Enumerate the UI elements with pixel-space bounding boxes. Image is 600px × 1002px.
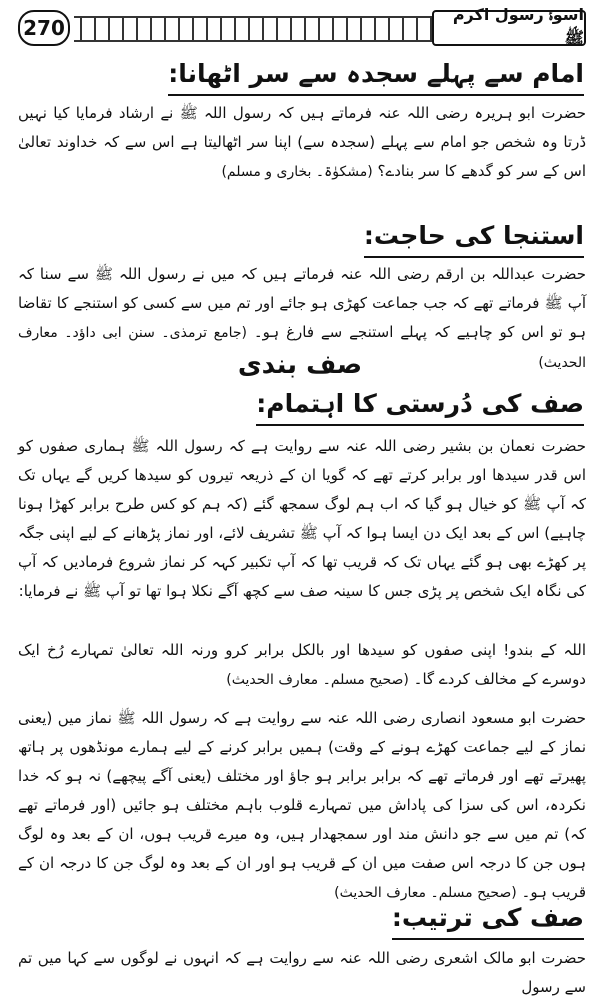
section-heading-row-order: صف کی ترتیب: [392, 900, 584, 940]
section-paragraph-hadith-quote [18, 636, 586, 695]
page-number: 270 [18, 10, 70, 46]
reference: (صحیح مسلم۔ معارف الحدیث) [226, 672, 409, 688]
paragraph-text: حضرت عبداللہ بن ارقم رضی اللہ عنہ فرماتے ہیں کہ میں نے رسول اللہ ﷺ سے سنا کہ آپ ﷺ فرماتے تھے کہ جب جماعت کھڑی ہو جائے اور تم میں سے کسی کو استنجے کا تقاضا ہو تو اس کو چاہیے کہ پہلے استنجے سے فارغ ہو۔ [18, 265, 586, 341]
section-paragraph-abu-masud [18, 704, 586, 908]
reference: (جامع ترمذی۔ سنن ابی داؤد۔ معارف الحدیث) [18, 325, 586, 371]
section-paragraph-straightening-rows [18, 432, 586, 606]
chapter-heading-saf-bandi: صف بندی [237, 350, 363, 380]
section-heading-need-for-istinja: استنجا کی حاجت: [364, 218, 584, 258]
paragraph-text: حضرت ابو مسعود انصاری رضی اللہ عنہ سے روایت ہے کہ رسول اللہ ﷺ نماز میں (یعنی نماز کے لیے جماعت کھڑے ہونے کے وقت) ہمیں برابر کرنے کے لیے ہمارے مونڈھوں پر ہاتھ پھیرتے تھے اور فرماتے تھے کہ برابر برابر ہو جاؤ اور مختلف (یعنی آگے پیچھے) نہ ہو کہ خدا نکردہ، اس کی سزا کی پاداش میں تمہارے قلوب باہم مختلف ہو جائیں (اور فرماتے تھے کہ) تم میں سے جو دانش مند اور سمجھدار ہیں، وہ میرے قریب ہوں، ان کے بعد وہ لوگ ہوں جن کا درجہ اس صفت میں ان کے قریب ہو اور ان کے بعد وہ لوگ جن کا درجہ ان کے قریب ہو۔ [18, 709, 586, 901]
section-heading-straightening-rows: صف کی دُرستی کا اہتمام: [256, 386, 584, 426]
paragraph-text: حضرت نعمان بن بشیر رضی اللہ عنہ سے روایت ہے کہ رسول اللہ ﷺ ہماری صفوں کو اس قدر سیدھا اور برابر کرتے تھے کہ گویا ان کے ذریعہ تیروں کو سیدھا کریں گے یہاں تک کہ آپ ﷺ کو خیال ہو گیا کہ اب ہم لوگ سمجھ گئے (کہ ہم کو کس طرح برابر کھڑا ہونا چاہیے) اس کے بعد ایک دن ایسا ہوا کہ آپ ﷺ تشریف لائے، اور نماز پڑھانے کے لیے اپنی جگہ پر کھڑے بھی ہو گئے یہاں تک کہ قریب تھا کہ آپ تکبیر کہہ کر نماز شروع فرمادیں کہ آپ کی نگاہ ایک شخص پر پڑی جس کا سینہ صف سے کچھ آگے نکلا ہوا تھا تو آپ ﷺ نے فرمایا: [18, 437, 586, 600]
section-heading-raising-head-before-imam: امام سے پہلے سجدہ سے سر اٹھانا: [168, 56, 584, 96]
paragraph-text: حضرت ابو مالک اشعری رضی اللہ عنہ سے روایت ہے کہ انہوں نے لوگوں سے کہا میں تم سے رسول [18, 949, 586, 996]
paragraph-text: اللہ کے بندو! اپنی صفوں کو سیدھا اور بالکل برابر کرو ورنہ اللہ تعالیٰ تمہارے رُخ ایک دوسرے کے مخالف کردے گا۔ [18, 641, 586, 688]
section-paragraph-raising-head [18, 99, 586, 187]
page-header [18, 5, 586, 47]
reference: (مشکوٰۃ۔ بخاری و مسلم) [221, 164, 373, 180]
paragraph-text: حضرت ابو ہریرہ رضی اللہ عنہ فرماتے ہیں کہ رسول اللہ ﷺ نے ارشاد فرمایا کیا نہیں ڈرتا وہ شخص جو امام سے پہلے (سجدہ سے) اپنا سر اٹھالیتا ہے اس سے کہ خداوند تعالیٰ اس کے سر کو گدھے کا سر بنادے؟ [18, 104, 586, 180]
section-paragraph-row-order [18, 944, 586, 1002]
reference: (صحیح مسلم۔ معارف الحدیث) [334, 885, 517, 901]
header-ornament-border [74, 16, 444, 42]
running-title: اسوۂ رسول اکرم ﷺ [432, 10, 586, 46]
